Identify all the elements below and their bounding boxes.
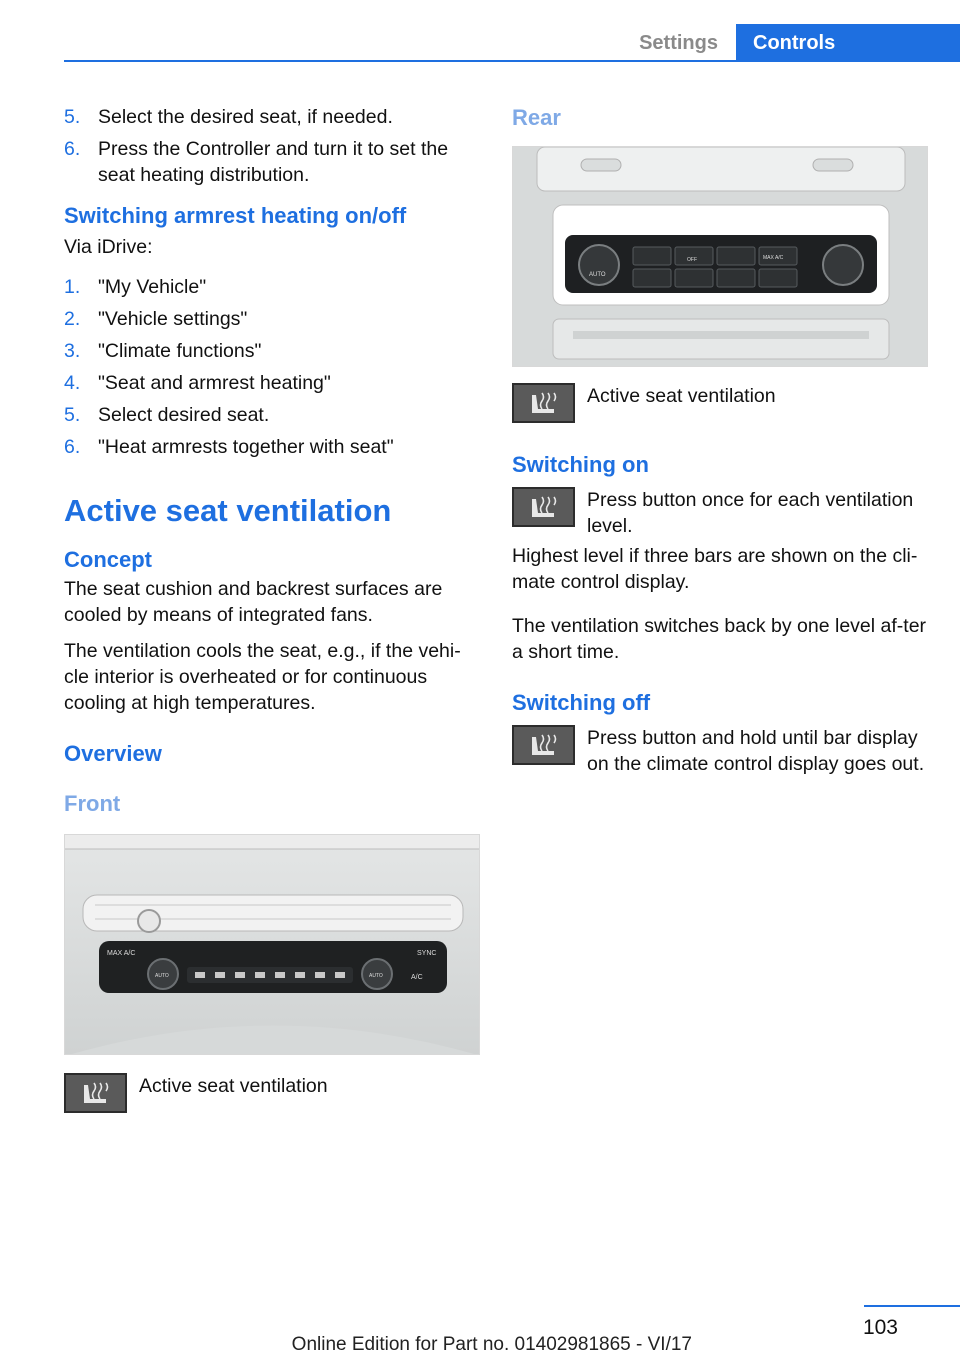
armrest-intro: Via iDrive: <box>64 236 153 258</box>
seat-ventilation-icon <box>512 383 575 423</box>
switching-on-heading: Switching on <box>512 452 649 477</box>
list-item: 6. Press the Controller and turn it to set the seat heating distribution. <box>64 138 449 186</box>
tab-settings[interactable]: Settings <box>639 32 718 54</box>
switching-off-heading: Switching off <box>512 690 651 715</box>
list-item: 4. "Seat and armrest heating" <box>64 372 331 394</box>
switching-off-text: Press button and hold until bar display on the climate control display goes out. <box>587 727 925 775</box>
front-climate-panel-photo <box>64 834 480 1055</box>
concept-heading: Concept <box>64 547 152 572</box>
switching-on-legend <box>512 487 928 539</box>
rear-panel-illustration <box>513 147 928 367</box>
left-column <box>64 104 480 1117</box>
rear-ventilation-legend <box>512 383 928 427</box>
rear-heading: Rear <box>512 105 561 130</box>
page-header <box>64 24 960 62</box>
concept-paragraph-2: The ventilation cools the seat, e.g., if the vehi‐cle interior is overheated or for continuous cooling at high temperatures. <box>64 640 461 714</box>
rear-climate-panel-photo <box>512 146 928 367</box>
footer-rule <box>864 1305 960 1307</box>
overview-heading: Overview <box>64 741 162 766</box>
switching-on-paragraph-2: The ventilation switches back by one level af‐ter a short time. <box>512 615 927 663</box>
seat-heating-steps-continued <box>64 104 480 188</box>
svg-text:SYNC: SYNC <box>417 950 437 957</box>
svg-text:A/C: A/C <box>411 974 423 981</box>
svg-text:AUTO: AUTO <box>155 973 169 979</box>
section-title: Active seat ventilation <box>64 493 392 528</box>
svg-text:AUTO: AUTO <box>369 973 383 979</box>
page-number: 103 <box>862 1316 898 1339</box>
tab-controls[interactable]: Controls <box>736 24 960 62</box>
switching-on-paragraph-1: Highest level if three bars are shown on the cli‐mate control display. <box>512 545 918 593</box>
right-column <box>512 104 928 777</box>
svg-text:AUTO: AUTO <box>589 272 606 278</box>
list-item: 1. "My Vehicle" <box>64 276 207 298</box>
list-item: 3. "Climate functions" <box>64 340 262 362</box>
list-item: 2. "Vehicle settings" <box>64 308 248 330</box>
armrest-heading: Switching armrest heating on/off <box>64 203 407 228</box>
seat-ventilation-icon <box>512 725 575 765</box>
svg-text:MAX A/C: MAX A/C <box>107 950 136 957</box>
edition-note: Online Edition for Part no. 01402981865 - VI/17 <box>291 1334 692 1355</box>
armrest-steps <box>64 274 480 460</box>
list-item: 5. Select the desired seat, if needed. <box>64 106 393 128</box>
switching-off-legend <box>512 725 928 777</box>
svg-text:OFF: OFF <box>687 257 697 263</box>
list-item: 5. Select desired seat. <box>64 404 270 426</box>
seat-ventilation-icon <box>512 487 575 527</box>
seat-ventilation-icon <box>64 1073 127 1113</box>
front-panel-illustration <box>65 835 480 1055</box>
list-item: 6. "Heat armrests together with seat" <box>64 436 394 458</box>
front-ventilation-legend <box>64 1073 480 1117</box>
concept-paragraph-1: The seat cushion and backrest surfaces are cooled by means of integrated fans. <box>64 578 443 626</box>
rear-icon-caption: Active seat ventilation <box>587 385 776 407</box>
front-icon-caption: Active seat ventilation <box>139 1075 328 1097</box>
switching-on-text: Press button once for each ventilation level. <box>587 489 914 537</box>
front-heading: Front <box>64 791 121 816</box>
svg-text:MAX A/C: MAX A/C <box>763 255 784 261</box>
